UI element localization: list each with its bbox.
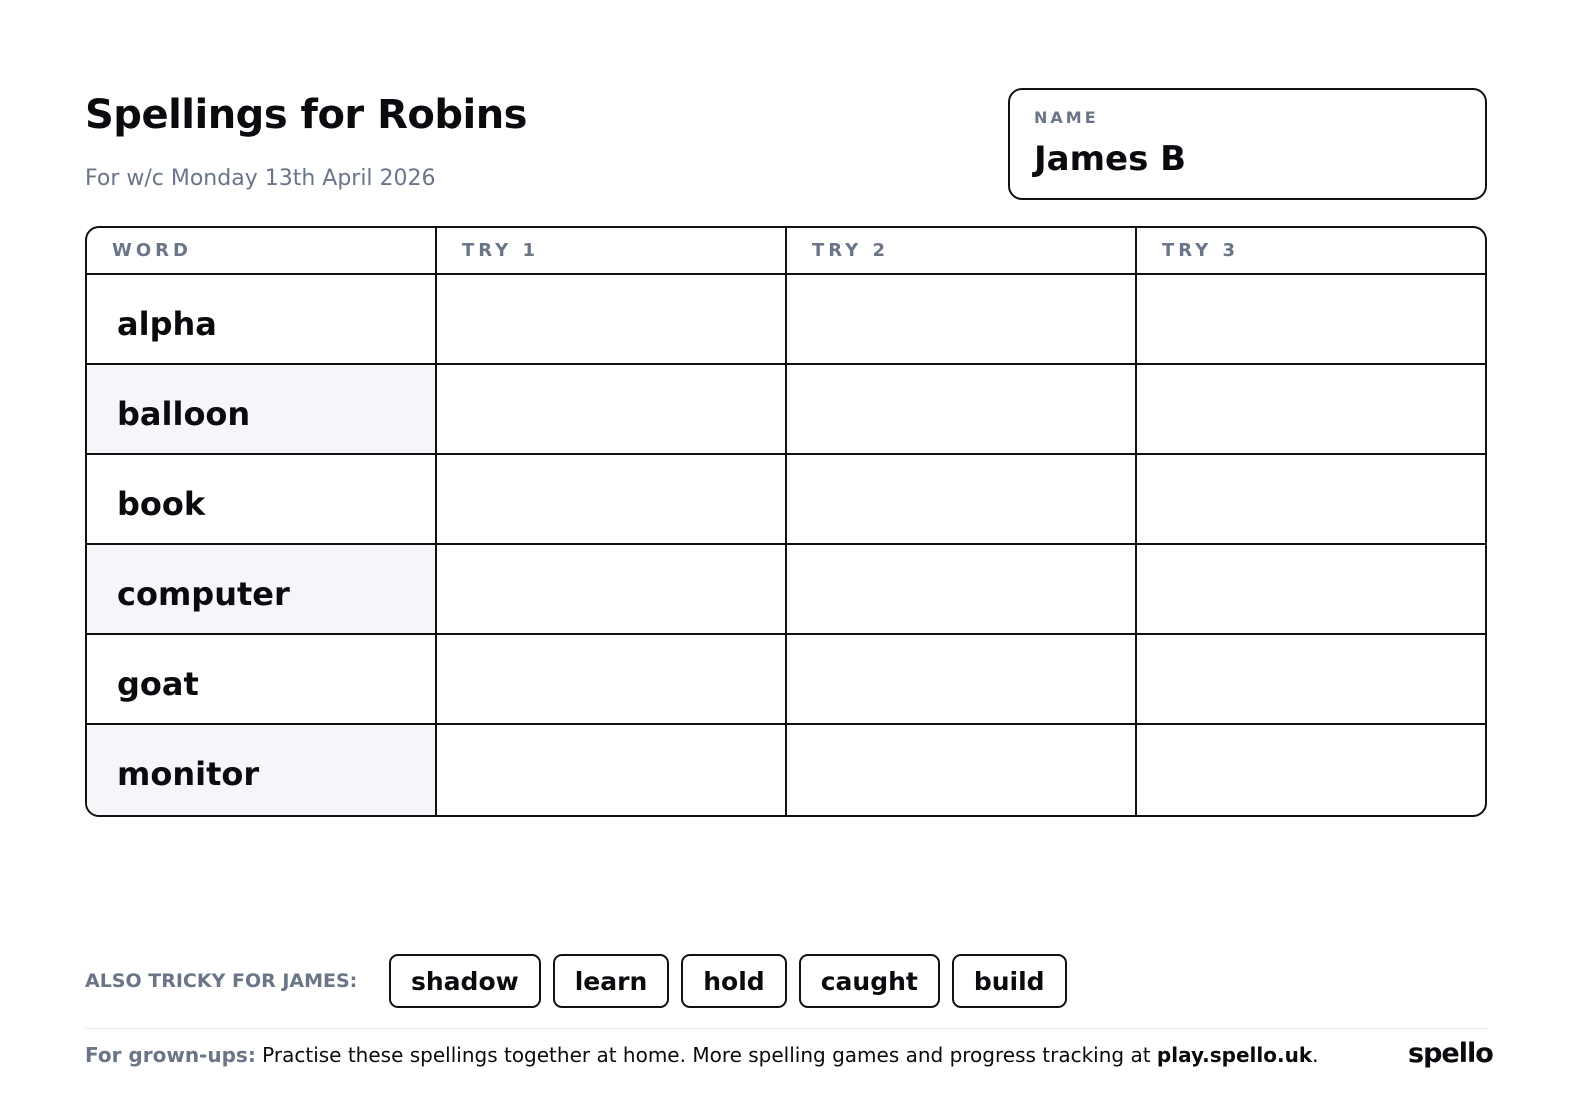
name-box: [1008, 88, 1487, 200]
try-2-cell[interactable]: [787, 725, 1137, 815]
footer-divider: [85, 1028, 1487, 1029]
try-3-cell[interactable]: [1137, 635, 1485, 725]
column-header: TRY 2: [787, 228, 1137, 275]
tricky-word-chip: learn: [553, 954, 670, 1008]
try-1-cell[interactable]: [437, 725, 787, 815]
column-header: WORD: [87, 228, 437, 275]
footer-end: .: [1312, 1043, 1319, 1067]
try-1-cell[interactable]: [437, 545, 787, 635]
tricky-word-chip: shadow: [389, 954, 541, 1008]
tricky-word-chip: build: [952, 954, 1067, 1008]
week-subtitle: For w/c Monday 13th April 2026: [85, 166, 436, 191]
try-2-cell[interactable]: [787, 635, 1137, 725]
name-value: James B: [1034, 139, 1187, 179]
also-tricky-section: [85, 954, 1067, 1008]
try-3-cell[interactable]: [1137, 725, 1485, 815]
try-3-cell[interactable]: [1137, 365, 1485, 455]
word-cell: balloon: [87, 365, 437, 455]
footer-note: [85, 1043, 1319, 1067]
try-3-cell[interactable]: [1137, 275, 1485, 365]
page-title: Spellings for Robins: [85, 92, 527, 138]
column-header: TRY 1: [437, 228, 787, 275]
word-cell: monitor: [87, 725, 437, 815]
also-tricky-label: ALSO TRICKY FOR JAMES:: [85, 970, 358, 992]
tricky-word-chip: caught: [799, 954, 940, 1008]
try-1-cell[interactable]: [437, 275, 787, 365]
word-cell: computer: [87, 545, 437, 635]
word-cell: goat: [87, 635, 437, 725]
try-3-cell[interactable]: [1137, 455, 1485, 545]
try-1-cell[interactable]: [437, 455, 787, 545]
column-header: TRY 3: [1137, 228, 1485, 275]
try-2-cell[interactable]: [787, 365, 1137, 455]
try-2-cell[interactable]: [787, 545, 1137, 635]
try-1-cell[interactable]: [437, 365, 787, 455]
try-1-cell[interactable]: [437, 635, 787, 725]
tricky-word-chip: hold: [681, 954, 786, 1008]
footer-link[interactable]: play.spello.uk: [1156, 1043, 1313, 1067]
try-2-cell[interactable]: [787, 275, 1137, 365]
footer-text: Practise these spellings together at home. More spelling games and progress tracking at: [255, 1043, 1157, 1067]
spelling-table: [85, 226, 1487, 817]
word-cell: book: [87, 455, 437, 545]
footer-lead: For grown-ups:: [85, 1043, 256, 1067]
try-2-cell[interactable]: [787, 455, 1137, 545]
spello-logo: spello: [1408, 1038, 1493, 1069]
word-cell: alpha: [87, 275, 437, 365]
try-3-cell[interactable]: [1137, 545, 1485, 635]
name-label: NAME: [1034, 108, 1099, 127]
